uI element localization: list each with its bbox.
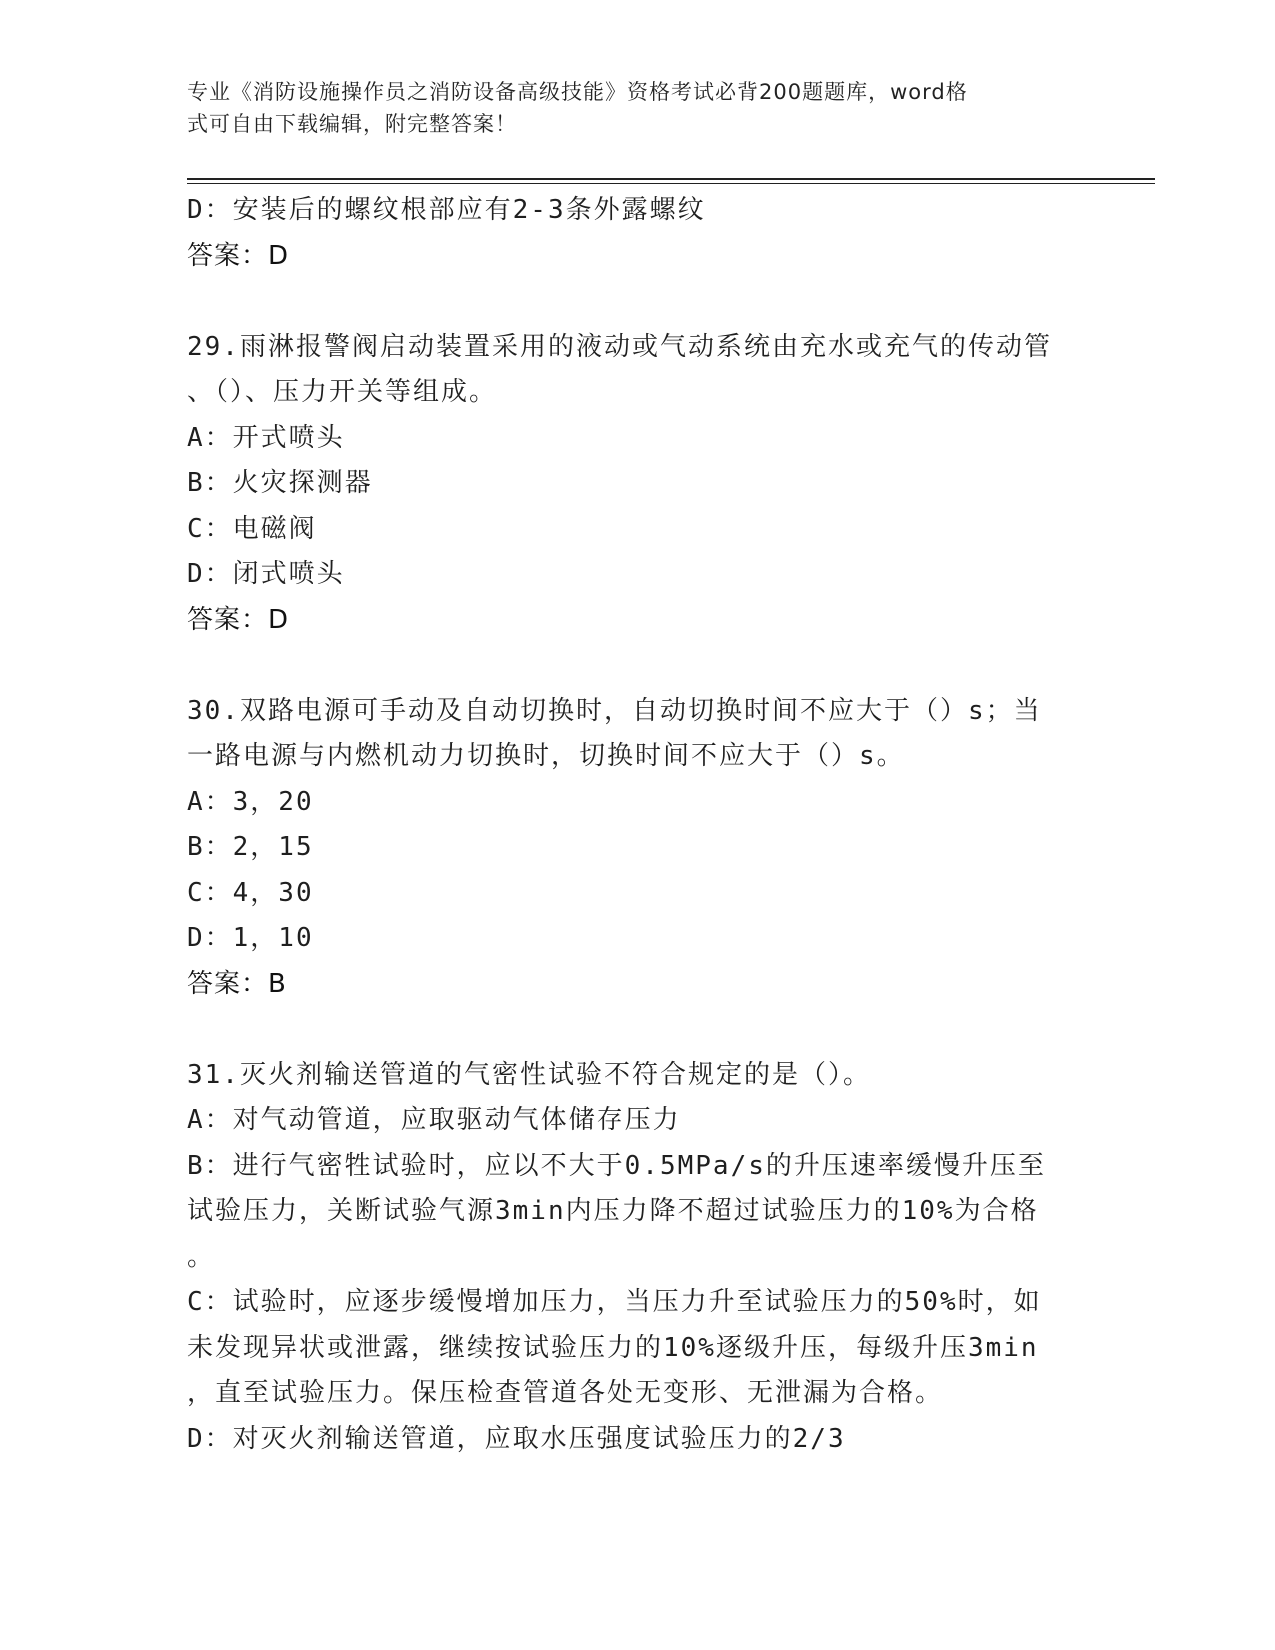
option-c: C：试验时，应逐步缓慢增加压力，当压力升至试验压力的50%时，如 — [187, 1287, 1042, 1317]
question-30 — [187, 689, 1087, 1008]
question-stem: 29.雨淋报警阀启动装置采用的液动或气动系统由充水或充气的传动管 — [187, 331, 1052, 362]
option-b-continued: 。 — [187, 1241, 216, 1272]
question-29 — [187, 325, 1087, 644]
document-header — [187, 76, 1067, 140]
answer-label: 答案：B — [187, 968, 287, 999]
option-b: B：火灾探测器 — [187, 468, 373, 498]
question-stem: 30.双路电源可手动及自动切换时，自动切换时间不应大于（）s；当 — [187, 695, 1042, 726]
question-28-tail — [187, 188, 1087, 279]
spacer — [187, 279, 1087, 325]
option-d: D：1，10 — [187, 923, 314, 953]
option-c-continued: 未发现异状或泄露，继续按试验压力的10%逐级升压，每级升压3min — [187, 1332, 1039, 1363]
answer-label: 答案：D — [187, 240, 290, 271]
spacer — [187, 643, 1087, 689]
option-a: A：开式喷头 — [187, 422, 345, 453]
question-list — [187, 188, 1087, 1462]
question-31 — [187, 1053, 1087, 1463]
option-a: A：3，20 — [187, 786, 314, 817]
header-divider-thin — [187, 183, 1155, 184]
option-d: D：安装后的螺纹根部应有2-3条外露螺纹 — [187, 195, 706, 225]
option-a: A：对气动管道，应取驱动气体储存压力 — [187, 1105, 681, 1135]
question-stem-continued: 、（）、压力开关等组成。 — [187, 377, 498, 407]
option-b: B：进行气密牲试验时，应以不大于0.5MPa/s的升压速率缓慢升压至 — [187, 1150, 1046, 1181]
header-line-2: 式可自由下载编辑，附完整答案！ — [187, 112, 517, 136]
question-stem: 31.灭火剂输送管道的气密性试验不符合规定的是（）。 — [187, 1059, 871, 1090]
option-d: D：闭式喷头 — [187, 559, 345, 589]
header-divider-thick — [187, 178, 1155, 180]
option-d: D：对灭火剂输送管道，应取水压强度试验压力的2/3 — [187, 1423, 846, 1454]
spacer — [187, 1007, 1087, 1053]
option-b-continued: 试验压力，关断试验气源3min内压力降不超过试验压力的10%为合格 — [187, 1196, 1039, 1226]
answer-label: 答案：D — [187, 604, 290, 635]
question-stem-continued: 一路电源与内燃机动力切换时，切换时间不应大于（）s。 — [187, 741, 905, 771]
header-line-1: 专业《消防设施操作员之消防设备高级技能》资格考试必背200题题库，word格 — [187, 80, 968, 104]
option-c: C：电磁阀 — [187, 513, 317, 544]
option-b: B：2，15 — [187, 832, 314, 862]
option-c-continued: ，直至试验压力。保压检查管道各处无变形、无泄漏为合格。 — [187, 1378, 944, 1408]
option-c: C：4，30 — [187, 877, 314, 908]
